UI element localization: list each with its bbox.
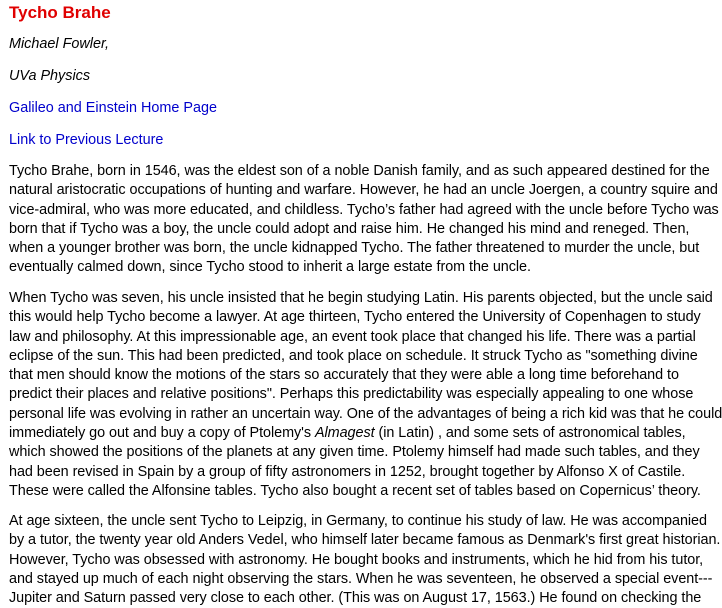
text-line: However, Tycho was obsessed with astronomy. He bought books and instruments, which he hid from his tutor, <box>9 551 704 568</box>
text-line: had been revised in Spain by a group of fifty astronomers in 1252, brought together by Alfonso X of Castile. <box>9 463 686 480</box>
paragraph-birth <box>9 162 719 278</box>
text-line: eventually calmed down, since Tycho stood to inherit a large estate from the uncle. <box>9 259 531 276</box>
text-line: Jupiter and Saturn passed very close to each other. (This was on August 17, 1563.) He found on checking the <box>9 590 702 607</box>
text-line: when a younger brother was born, the uncle kidnapped Tycho. The father threatened to murder the uncle, but <box>9 240 700 257</box>
text-line: natural aristocratic occupations of hunting and warfare. However, he had an uncle Joergen, a country squire and <box>9 182 718 199</box>
text-line: by a tutor, the twenty year old Anders Vedel, who himself later became famous as Denmark's first great historian. <box>9 532 721 549</box>
text-fragment: immediately go out and buy a copy of Ptolemy's <box>9 425 315 442</box>
text-line: and stayed up much of each night observing the stars. When he was seventeen, he observed a special event--- <box>9 570 713 587</box>
author-affiliation: UVa Physics <box>9 68 91 84</box>
text-fragment: (in Latin) , and some sets of astronomical tables, <box>374 425 686 442</box>
text-line <box>9 424 686 443</box>
text-line: When Tycho was seven, his uncle insisted that he begin studying Latin. His parents objected, but the uncle said <box>9 290 713 306</box>
text-line: vice-admiral, who was more educated, and childless. Tycho’s father had agreed with the uncle before Tycho was <box>9 201 719 218</box>
author-name: Michael Fowler, <box>9 36 109 52</box>
text-line: predict their places and relative positions". Perhaps this predictability was especially appealing to one whose <box>9 386 694 403</box>
home-page-link[interactable]: Galileo and Einstein Home Page <box>9 100 217 116</box>
text-line: These were called the Alfonsine tables. Tycho also bought a recent set of tables based on Copernicus’ theory. <box>9 482 701 499</box>
page-title: Tycho Brahe <box>9 3 111 22</box>
paragraph-education <box>9 289 722 501</box>
almagest-title: Almagest <box>314 425 375 442</box>
text-line: personal life was evolving in rather an uncertain way. One of the advantages of being a rich kid was that he could <box>9 405 722 422</box>
text-line: born that if Tycho was a boy, the uncle could adopt and raise him. He changed his mind and reneged. Then, <box>9 220 690 237</box>
text-line: Tycho Brahe, born in 1546, was the eldest son of a noble Danish family, and as such appeared destined for the <box>9 163 710 179</box>
text-line: that men should know the motions of the stars so accurately that they were able a long time beforehand to <box>9 367 679 384</box>
text-line: which showed the positions of the planets at any given time. Ptolemy himself had made such tables, and they <box>9 444 700 461</box>
text-line: this would help Tycho become a lawyer. At age thirteen, Tycho entered the University of Copenhagen to study <box>9 309 701 326</box>
text-line: law and philosophy. At this impressionable age, an event took place that changed his life. There was a partial <box>9 328 696 345</box>
text-line: At age sixteen, the uncle sent Tycho to Leipzig, in Germany, to continue his study of law. He was accompanied <box>9 513 707 529</box>
text-line: eclipse of the sun. This had been predicted, and took place on schedule. It struck Tycho as "something divine <box>9 347 698 364</box>
previous-lecture-link[interactable]: Link to Previous Lecture <box>9 132 164 148</box>
paragraph-leipzig <box>9 512 721 608</box>
